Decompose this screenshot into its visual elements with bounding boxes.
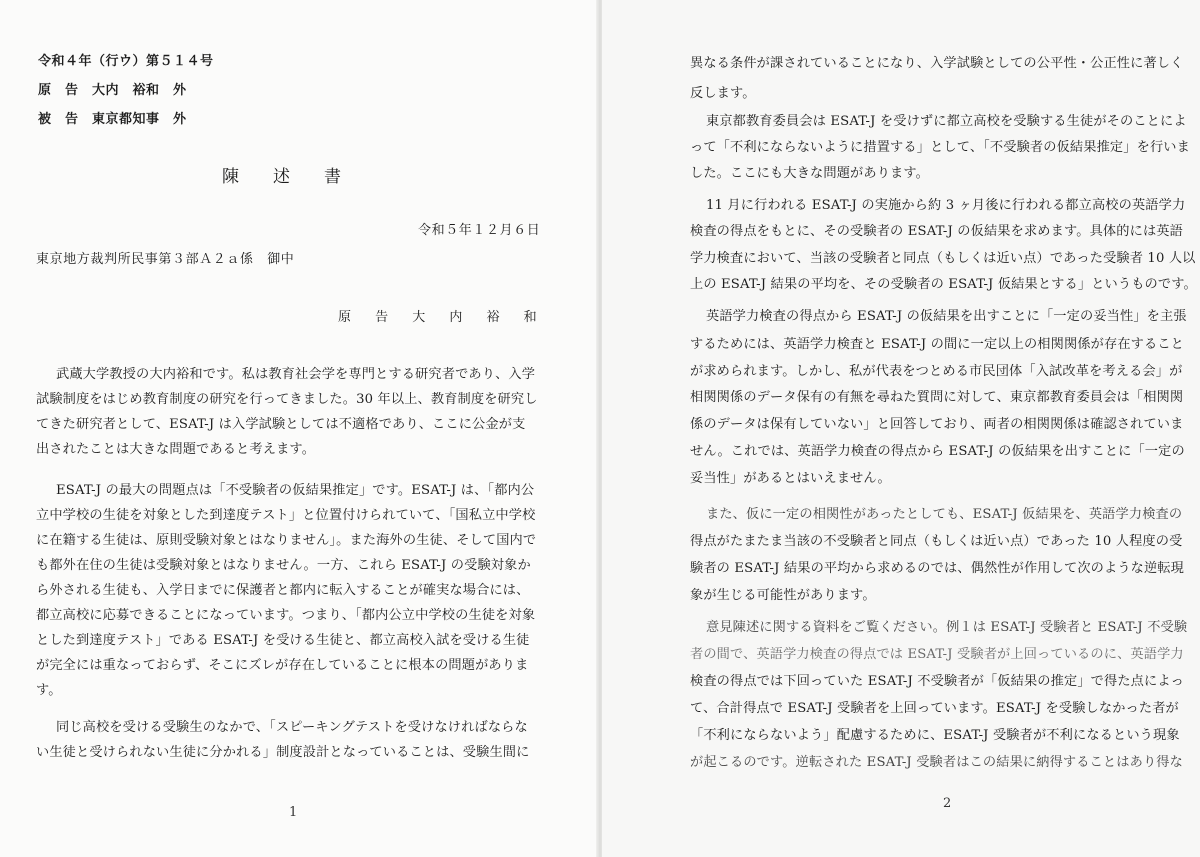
body-line: 出されたことは大きな問題であると考えます。 [36, 442, 316, 457]
body-line: 反します。 [690, 86, 756, 101]
body-line: した。ここにも大きな問題があります。 [690, 166, 930, 181]
body-line: 上の ESAT-J 結果の平均を、その受験者の ESAT-J 仮結果とする」というものです。 [690, 277, 1197, 292]
body-line: 妥当性」があるとはいえません。 [690, 471, 891, 486]
body-line: 「不利にならないよう」配慮するために、ESAT-J 受験者が不利になるという現象 [690, 728, 1180, 743]
page-number-2: 2 [943, 796, 952, 811]
body-line: 意見陳述に関する資料をご覧ください。例１は ESAT-J 受験者と ESAT-J 不受験 [706, 620, 1188, 635]
document-date: 令和５年１２月６日 [418, 223, 541, 238]
body-line: てきた研究者として、ESAT-J は入学試験としては不適格であり、ここに公金が支 [36, 417, 526, 432]
body-line: 11 月に行われる ESAT-J の実施から約 3 ヶ月後に行われる都立高校の英語学力 [706, 198, 1186, 213]
defendant-line: 被 告 東京都知事 外 [38, 112, 187, 127]
body-line: 東京都教育委員会は ESAT-J を受けずに都立高校を受験する生徒がそのことによ [706, 114, 1187, 129]
body-line: が求められます。しかし、私が代表をつとめる市民団体「入試改革を考える会」が [690, 364, 1183, 379]
body-line: 立中学校の生徒を対象とした到達度テスト」と位置付けられていて、「国私立中学校 [36, 508, 536, 523]
body-line: に在籍する生徒は、原則受験対象とはなりません」。また海外の生徒、そして国内で [36, 533, 537, 548]
document-title: 陳述書 [222, 167, 375, 187]
body-line: が起こるのです。逆転された ESAT-J 受験者はこの結果に納得することはあり得な [690, 755, 1183, 770]
body-line: せん。これでは、英語学力検査の得点から ESAT-J の仮結果を出すことに「一定の [690, 444, 1185, 459]
body-line: とした到達度テスト」である ESAT-J を受ける生徒と、都立高校入試を受ける生徒 [36, 633, 530, 648]
body-line: するためには、英語学力検査と ESAT-J の間に一定以上の相関関係が存在すること [690, 337, 1185, 352]
body-line: ら外される生徒も、入学日までに保護者と都内に転入することが確実な場合には、 [36, 583, 530, 598]
body-line: また、仮に一定の相関性があったとしても、ESAT-J 仮結果を、英語学力検査の [706, 507, 1183, 522]
body-line: 検査の得点をもとに、その受験者の ESAT-J の仮結果を求めます。具体的には英語 [690, 224, 1183, 239]
case-number: 令和４年（行ウ）第５１４号 [38, 54, 214, 69]
body-line: 異なる条件が課されていることになり、入学試験としての公平性・公正性に著しく [690, 56, 1184, 71]
body-line: 同じ高校を受ける受験生のなかで、「スピーキングテストを受けなければならな [56, 720, 528, 735]
plaintiff-line: 原 告 大内 裕和 外 [38, 83, 187, 98]
page-number-1: 1 [289, 805, 298, 820]
body-line: って「不利にならないように措置する」として、「不受験者の仮結果推定」を行いま [690, 140, 1190, 155]
body-line: す。 [36, 683, 62, 698]
body-line: い生徒と受けられない生徒に分かれる」制度設計となっていることは、受験生間に [36, 745, 530, 760]
body-line: 検査の得点では下回っていた ESAT-J 不受験者が「仮結果の推定」で得た点によっ [690, 674, 1185, 689]
body-line: 武蔵大学教授の大内裕和です。私は教育社会学を専門とする研究者であり、入学 [56, 367, 536, 382]
court-addressee: 東京地方裁判所民事第３部Ａ２ａ係 御中 [36, 252, 295, 267]
body-line: 都立高校に応募できることになっています。つまり、「都内公立中学校の生徒を対象 [36, 608, 536, 623]
body-line: 象が生じる可能性があります。 [690, 588, 876, 603]
body-line: 得点がたまたま当該の不受験者と同点（もしくは近い点）であった 10 人程度の受 [690, 534, 1183, 549]
body-line: 係のデータは保有していない」と回答しており、両者の相関関係は確認されていま [690, 417, 1184, 432]
signer-name: 原 告 大 内 裕 和 [338, 310, 547, 325]
body-line: 相関関係のデータ保有の有無を尋ねた質問に対して、東京都教育委員会は「相関関 [690, 390, 1184, 405]
body-line: が完全には重なっておらず、そこにズレが存在していることに根本の問題がありま [36, 658, 529, 673]
body-line: 学力検査において、当該の受験者と同点（もしくは近い点）であった受験者 10 人以 [690, 251, 1196, 266]
body-line: 者の間で、英語学力検査の得点では ESAT-J 受験者が上回っているのに、英語学力 [690, 647, 1184, 662]
document-page-1 [0, 0, 598, 857]
body-line: て、合計得点で ESAT-J 受験者を上回っています。ESAT-J を受験しなかった者が [690, 701, 1179, 716]
body-line: 験者の ESAT-J 結果の平均から求めるのでは、偶然性が作用して次のような逆転現 [690, 561, 1185, 576]
body-line: 試験制度をはじめ教育制度の研究を行ってきました。30 年以上、教育制度を研究し [36, 392, 538, 407]
body-line: ESAT-J の最大の問題点は「不受験者の仮結果推定」です。ESAT-J は、「都内公 [56, 483, 535, 498]
body-line: も都外在住の生徒は受験対象とはなりません。一方、これら ESAT-J の受験対象か [36, 558, 531, 573]
body-line: 英語学力検査の得点から ESAT-J の仮結果を出すことに「一定の妥当性」を主張 [706, 309, 1187, 324]
